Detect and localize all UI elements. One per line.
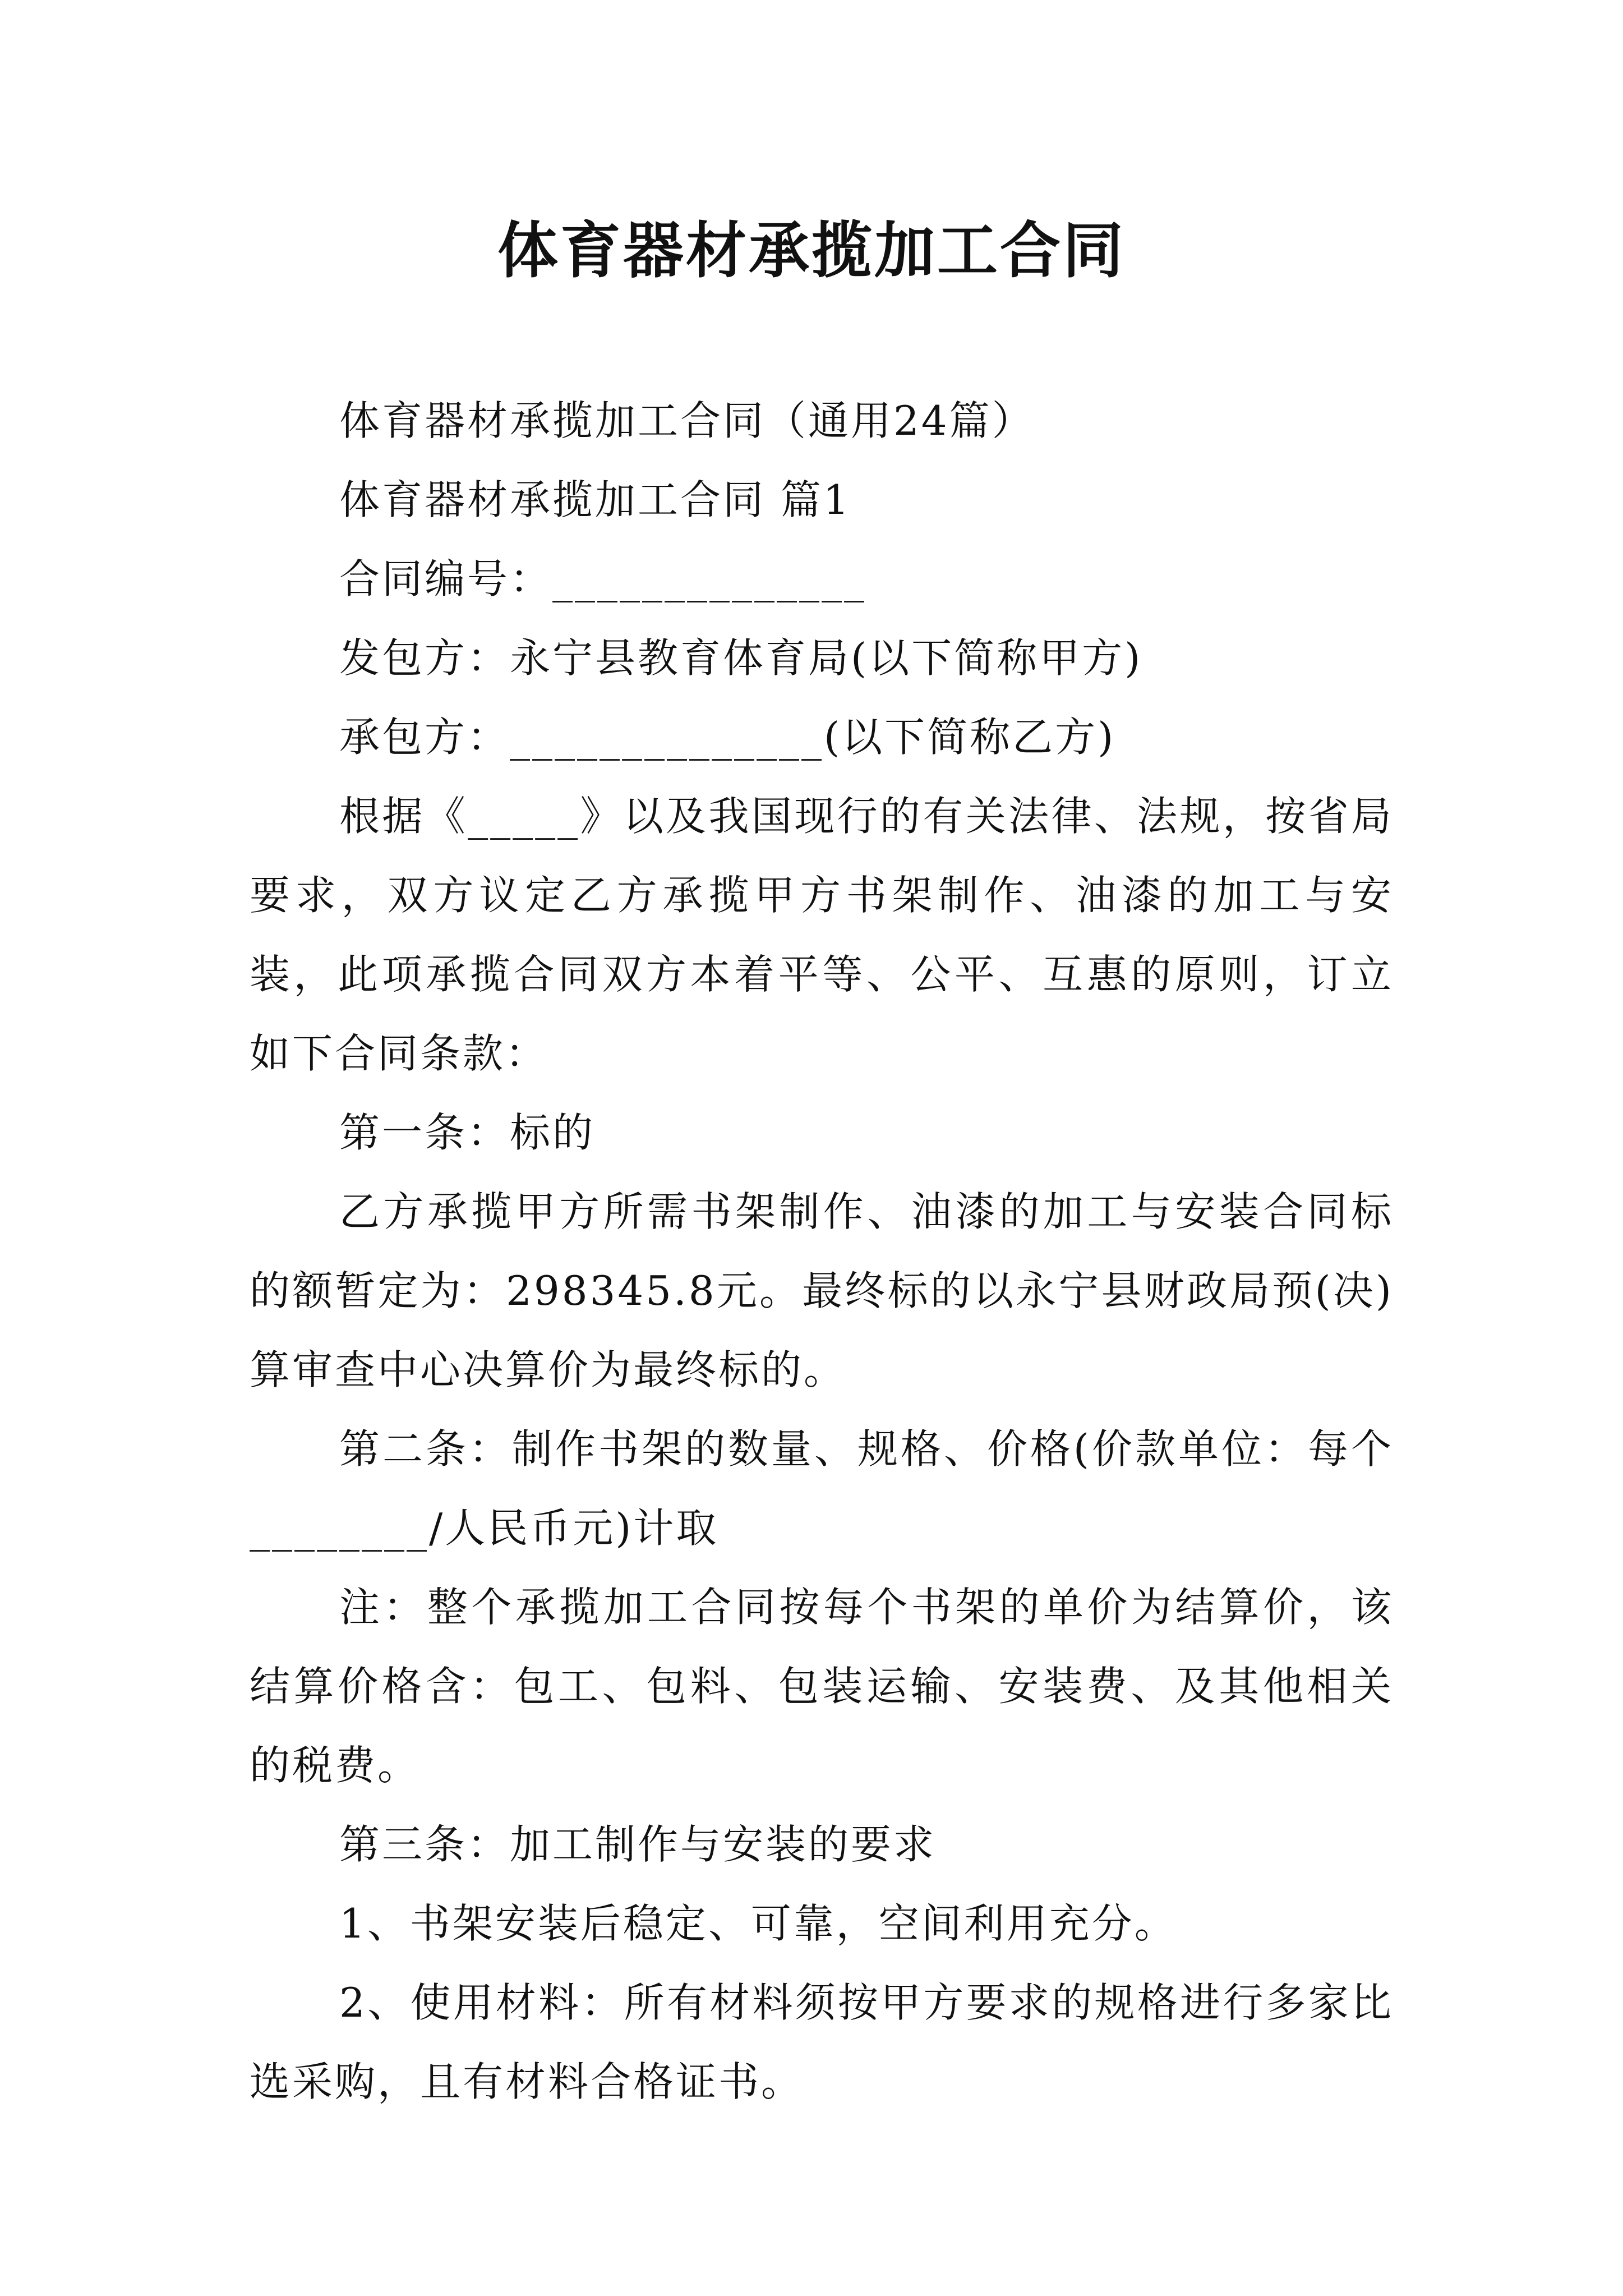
paragraph: 注：整个承揽加工合同按每个书架的单价为结算价，该结算价格含：包工、包料、包装运输、安装费、及其他相关的税费。 bbox=[250, 1584, 1394, 1789]
paragraph: 第二条：制作书架的数量、规格、价格(价款单位：每个________/人民币元)计取 bbox=[250, 1425, 1394, 1552]
document-title: 体育器材承揽加工合同 bbox=[497, 216, 1126, 286]
paragraph: 体育器材承揽加工合同（通用24篇） bbox=[339, 397, 1035, 444]
paragraph: 第三条：加工制作与安装的要求 bbox=[339, 1821, 937, 1868]
paragraph: 1、书架安装后稳定、可靠，空间利用充分。 bbox=[339, 1900, 1177, 1947]
paragraph: 合同编号：______________ bbox=[339, 555, 867, 602]
paragraph: 乙方承揽甲方所需书架制作、油漆的加工与安装合同标的额暂定为：298345.8元。最终标的以永宁县财政局预(决)算审查中心决算价为最终标的。 bbox=[250, 1188, 1394, 1393]
paragraph: 发包方：永宁县教育体育局(以下简称甲方) bbox=[339, 634, 1143, 682]
paragraph: 第一条：标的 bbox=[339, 1109, 596, 1156]
paragraph: 承包方：______________(以下简称乙方) bbox=[339, 714, 1116, 761]
document-body bbox=[250, 381, 1394, 2122]
paragraph: 体育器材承揽加工合同 篇1 bbox=[339, 476, 851, 523]
paragraph: 根据《_____》以及我国现行的有关法律、法规，按省局要求，双方议定乙方承揽甲方书架制作、油漆的加工与安装，此项承揽合同双方本着平等、公平、互惠的原则，订立如下合同条款： bbox=[250, 793, 1394, 1077]
paragraph: 2、使用材料：所有材料须按甲方要求的规格进行多家比选采购，且有材料合格证书。 bbox=[250, 1979, 1394, 2105]
